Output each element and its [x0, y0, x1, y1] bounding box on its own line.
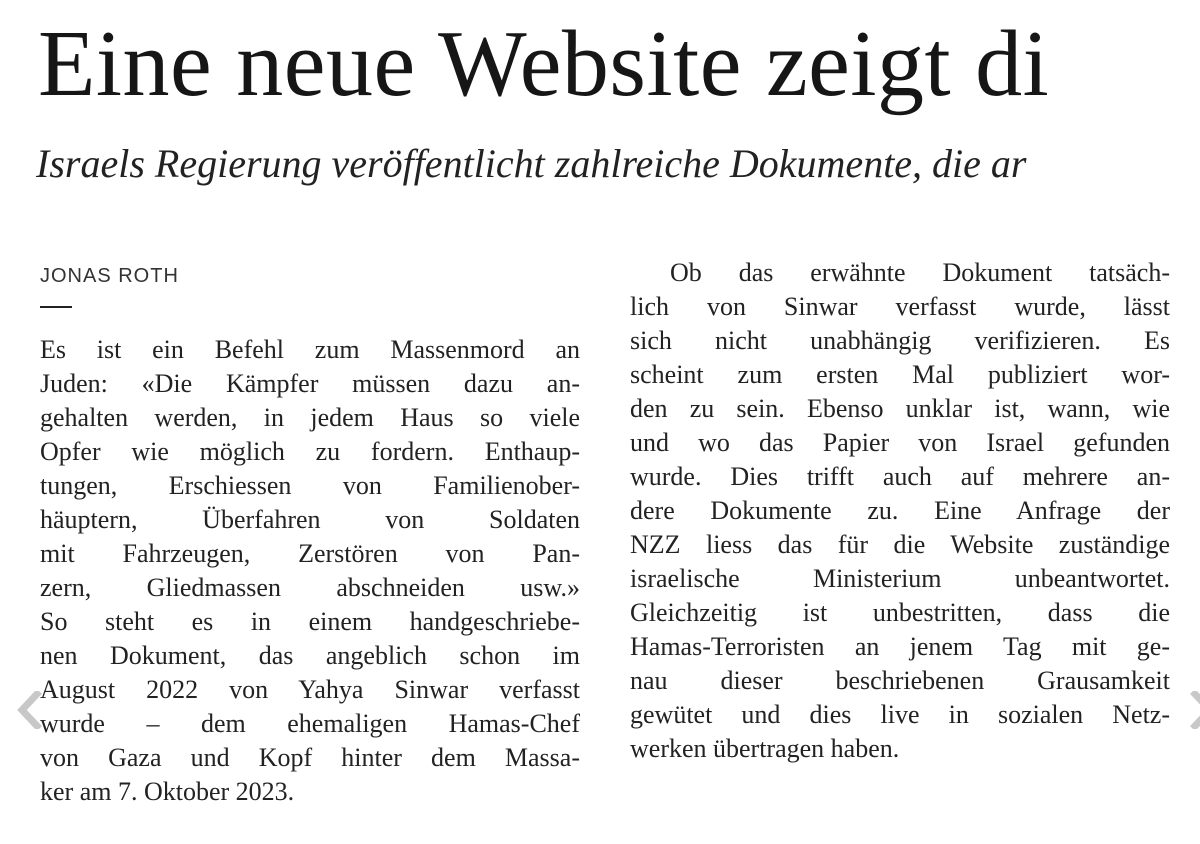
- text-line: wurde. Dies trifft auch auf mehrere an-: [630, 462, 1170, 491]
- text-line: häuptern, Überfahren von Soldaten: [40, 505, 580, 534]
- text-line: Es ist ein Befehl zum Massenmord an: [40, 335, 580, 364]
- article-subtitle: Israels Regierung veröffentlicht zahlreiche Dokumente, die ar: [36, 141, 1027, 186]
- text-line: Ob das erwähnte Dokument tatsäch-: [670, 258, 1170, 287]
- chevron-right-icon: [1189, 691, 1200, 729]
- text-line: nen Dokument, das angeblich schon im: [40, 641, 580, 670]
- text-line: werken übertragen haben.: [630, 734, 900, 763]
- text-line: gewütet und dies live in sozialen Netz-: [630, 700, 1170, 729]
- author-divider: [40, 306, 72, 308]
- next-page-button[interactable]: [1186, 690, 1200, 730]
- previous-page-button[interactable]: [14, 690, 46, 730]
- text-line: mit Fahrzeugen, Zerstören von Pan-: [40, 539, 580, 568]
- text-line: tungen, Erschiessen von Familienober-: [40, 471, 580, 500]
- text-line: Opfer wie möglich zu fordern. Enthaup-: [40, 437, 580, 466]
- text-line: wurde – dem ehemaligen Hamas-Chef: [40, 709, 580, 738]
- text-line: nau dieser beschriebenen Grausamkeit: [630, 666, 1170, 695]
- text-line: sich nicht unabhängig verifizieren. Es: [630, 326, 1170, 355]
- text-line: zern, Gliedmassen abschneiden usw.»: [40, 573, 580, 602]
- article-column-left: [40, 333, 580, 809]
- text-line: So steht es in einem handgeschriebe-: [40, 607, 580, 636]
- text-line: scheint zum ersten Mal publiziert wor-: [630, 360, 1170, 389]
- chevron-left-icon: [17, 691, 43, 729]
- author-name[interactable]: JONAS ROTH: [40, 265, 179, 287]
- text-line: ker am 7. Oktober 2023.: [40, 777, 295, 806]
- text-line: lich von Sinwar verfasst wurde, lässt: [630, 292, 1170, 321]
- article-column-right: [630, 256, 1170, 766]
- text-line: gehalten werden, in jedem Haus so viele: [40, 403, 580, 432]
- text-line: Hamas-Terroristen an jenem Tag mit ge-: [630, 632, 1170, 661]
- text-line: israelische Ministerium unbeantwortet.: [630, 564, 1170, 593]
- text-line: NZZ liess das für die Website zuständige: [630, 530, 1170, 559]
- text-line: August 2022 von Yahya Sinwar verfasst: [40, 675, 580, 704]
- text-line: Juden: «Die Kämpfer müssen dazu an-: [40, 369, 580, 398]
- text-line: dere Dokumente zu. Eine Anfrage der: [630, 496, 1170, 525]
- article-headline: Eine neue Website zeigt di: [38, 12, 1050, 116]
- text-line: von Gaza und Kopf hinter dem Massa-: [40, 743, 580, 772]
- text-line: den zu sein. Ebenso unklar ist, wann, wie: [630, 394, 1170, 423]
- text-line: Gleichzeitig ist unbestritten, dass die: [630, 598, 1170, 627]
- text-line: und wo das Papier von Israel gefunden: [630, 428, 1170, 457]
